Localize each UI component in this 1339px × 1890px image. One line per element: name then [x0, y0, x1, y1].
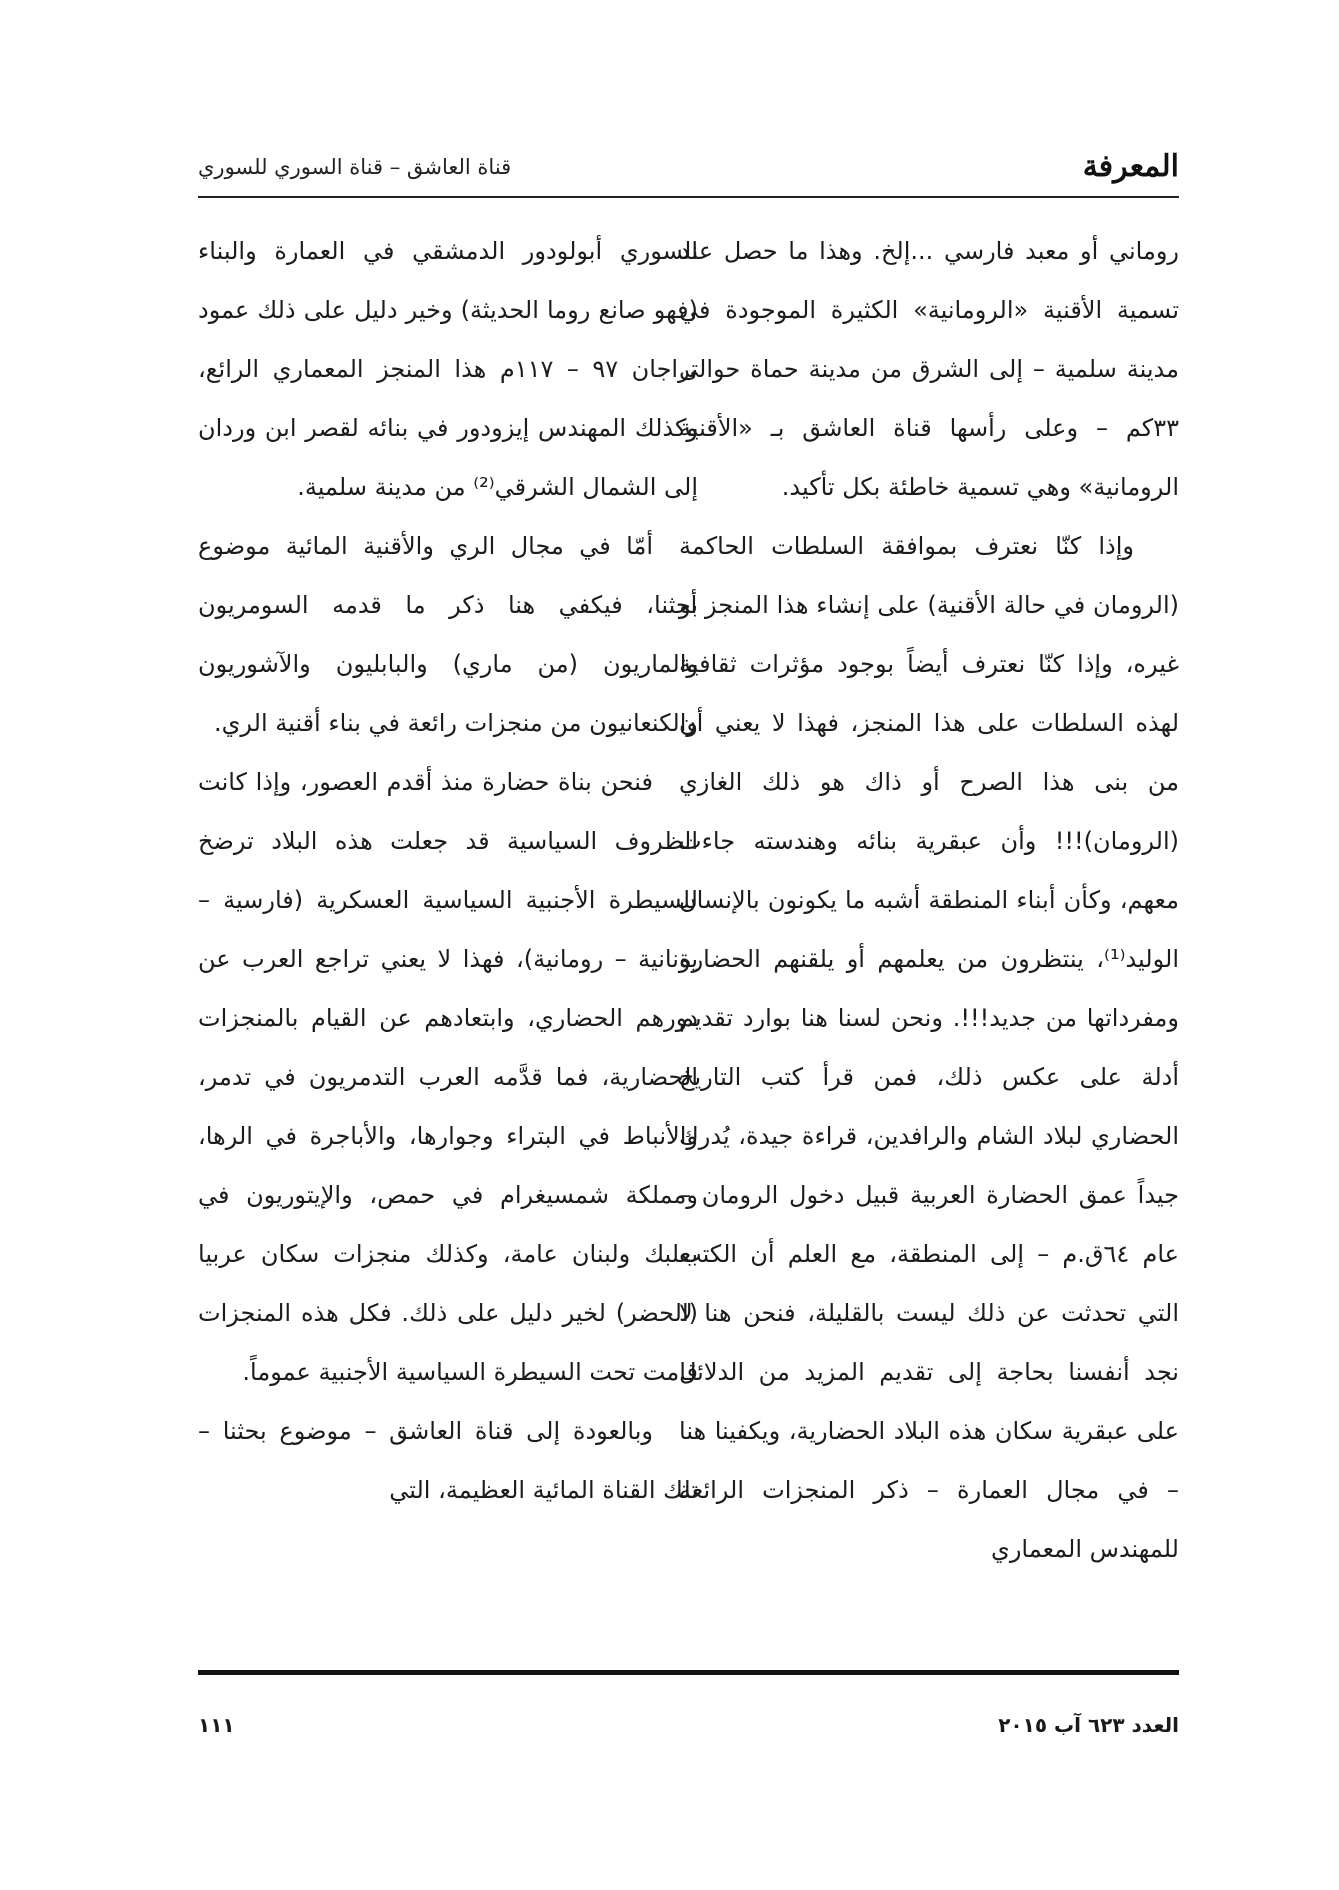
paragraph: السوري أبولودور الدمشقي في العمارة والبناء (فهو صانع روما الحديثة) وخير دليل على ذلك عمود تراجان ٩٧ – ١١٧م هذا المنجز المعماري الرائع، وكذلك المهندس إيزودور في بنائه لقصر ابن وردان إلى الشمال الشرقي⁽²⁾ من مدينة سلمية. — [198, 237, 698, 501]
footer-divider — [198, 1670, 1179, 1675]
running-title: قناة العاشق – قناة السوري للسوري — [198, 155, 512, 179]
paragraph: أمّا في مجال الري والأقنية المائية موضوع بحثنا، فيكفي هنا ذكر ما قدمه السومريون والماريون (من ماري) والبابليون والآشوريون والكنعانيون من منجزات رائعة في بناء أقنية الري. — [198, 532, 698, 737]
paragraph: وبالعودة إلى قناة العاشق – موضوع بحثنا – تلك القناة المائية العظيمة، التي — [198, 1417, 698, 1504]
paragraph: وإذا كنّا نعترف بموافقة السلطات الحاكمة (الرومان في حالة الأقنية) على إنشاء هذا المنجز أو غيره، وإذا كنّا نعترف أيضاً بوجود مؤثرات ثقافية لهذه السلطات على هذا المنجز، فهذا لا يعني أن من بنى هذا الصرح أو ذاك هو ذلك الغازي (الرومان)!!! وأن عبقرية بنائه وهندسته جاءت معهم، وكأن أبناء المنطقة أشبه ما يكونون بالإنسان الوليد⁽¹⁾، ينتظرون من يعلمهم أو يلقنهم الحضارة ومفرداتها من جديد!!!. ونحن لسنا هنا بوارد تقديم أدلة على عكس ذلك، فمن قرأ كتب التاريخ الحضاري لبلاد الشام والرافدين، قراءة جيدة، يُدرك جيداً عمق الحضارة العربية قبيل دخول الرومان – عام ٦٤ق.م – إلى المنطقة، مع العلم أن الكتب التي تحدثت عن ذلك ليست بالقليلة، فنحن هنا لا نجد أنفسنا بحاجة إلى تقديم المزيد من الدلائل على عبقرية سكان هذه البلاد الحضارية، ويكفينا هنا – في مجال العمارة – ذكر المنجزات الرائعة للمهندس المعماري — [679, 532, 1179, 1563]
issue-info: العدد ٦٢٣ آب ٢٠١٥ — [998, 1713, 1179, 1737]
paragraph: فنحن بناة حضارة منذ أقدم العصور، وإذا كانت الظروف السياسية قد جعلت هذه البلاد ترضخ للسيطرة الأجنبية السياسية العسكرية (فارسية – يونانية – رومانية)، فهذا لا يعني تراجع العرب عن دورهم الحضاري، وابتعادهم عن القيام بالمنجزات الحضارية، فما قدَّمه العرب التدمريون في تدمر، والأنباط في البتراء وجوارها، والأباجرة في الرها، ومملكة شمسيغرام في حمص، والإيتوريون في بعلبك ولبنان عامة، وكذلك منجزات سكان عربيا (الحضر) لخير دليل على ذلك. فكل هذه المنجزات قامت تحت السيطرة السياسية الأجنبية عموماً. — [198, 768, 698, 1386]
page-number: ١١١ — [198, 1713, 235, 1737]
magazine-logo: المعرفة — [1082, 149, 1179, 184]
paragraph: روماني أو معبد فارسي ...إلخ. وهذا ما حصل عند تسمية الأقنية «الرومانية» الكثيرة الموجودة في مدينة سلمية – إلى الشرق من مدينة حماة حوالى ٣٣كم – وعلى رأسها قناة العاشق بـ «الأقنية الرومانية» وهي تسمية خاطئة بكل تأكيد. — [679, 237, 1179, 501]
right-column — [679, 222, 1179, 1667]
header-divider — [198, 196, 1179, 198]
left-column — [198, 222, 698, 1667]
